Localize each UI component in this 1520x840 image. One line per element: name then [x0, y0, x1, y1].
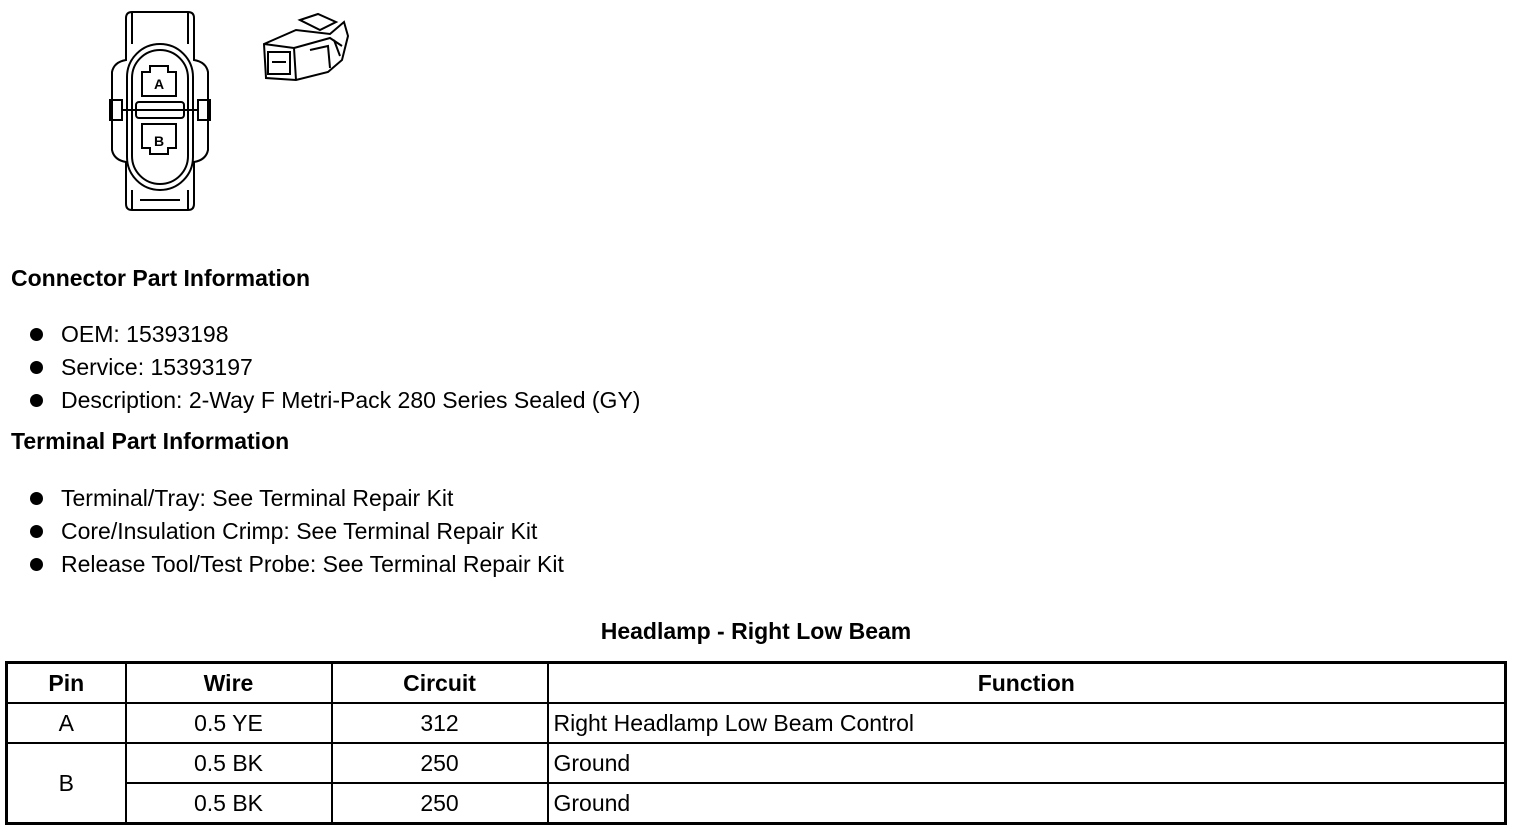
cell-pin: A: [7, 703, 126, 743]
connector-face-view: [110, 12, 210, 210]
cell-wire: 0.5 BK: [126, 743, 332, 783]
connector-illustration: [0, 0, 380, 220]
list-item-text: OEM: 15393198: [61, 321, 229, 347]
bullet-icon: [30, 328, 43, 341]
pinout-table-title: Headlamp - Right Low Beam: [600, 618, 912, 644]
list-item: [28, 550, 564, 583]
cell-function: Ground: [548, 743, 1506, 783]
list-item: [28, 517, 564, 550]
bullet-icon: [30, 525, 43, 538]
bullet-icon: [30, 361, 43, 374]
bullet-icon: [30, 394, 43, 407]
pinout-table: [5, 661, 1507, 825]
header-pin: Pin: [7, 663, 126, 704]
header-circuit: Circuit: [332, 663, 548, 704]
connector-part-info-heading: Connector Part Information: [11, 265, 311, 291]
list-item-text: Description: 2-Way F Metri-Pack 280 Series Sealed (GY): [61, 387, 641, 413]
list-item-text: Release Tool/Test Probe: See Terminal Repair Kit: [61, 551, 564, 577]
cell-pin: B: [7, 743, 126, 824]
cell-circuit: 250: [332, 743, 548, 783]
table-row: [7, 743, 1506, 783]
cell-wire: 0.5 BK: [126, 783, 332, 824]
bullet-icon: [30, 558, 43, 571]
header-function: Function: [548, 663, 1506, 704]
cavity-label-a: A: [153, 76, 165, 92]
cell-wire: 0.5 YE: [126, 703, 332, 743]
list-item: [28, 386, 640, 419]
cell-function: Ground: [548, 783, 1506, 824]
terminal-part-info-list: [28, 484, 564, 583]
table-header-row: [7, 663, 1506, 704]
header-wire: Wire: [126, 663, 332, 704]
terminal-part-info-heading: Terminal Part Information: [11, 428, 290, 454]
connector-iso-view: [264, 14, 348, 80]
cell-function: Right Headlamp Low Beam Control: [548, 703, 1506, 743]
list-item: [28, 353, 640, 386]
list-item: [28, 320, 640, 353]
list-item-text: Terminal/Tray: See Terminal Repair Kit: [61, 485, 454, 511]
bullet-icon: [30, 492, 43, 505]
list-item-text: Service: 15393197: [61, 354, 253, 380]
cell-circuit: 312: [332, 703, 548, 743]
list-item: [28, 484, 564, 517]
connector-part-info-list: [28, 320, 640, 419]
table-row: [7, 783, 1506, 824]
table-row: [7, 703, 1506, 743]
cavity-label-b: B: [153, 133, 165, 149]
list-item-text: Core/Insulation Crimp: See Terminal Repair Kit: [61, 518, 538, 544]
cell-circuit: 250: [332, 783, 548, 824]
